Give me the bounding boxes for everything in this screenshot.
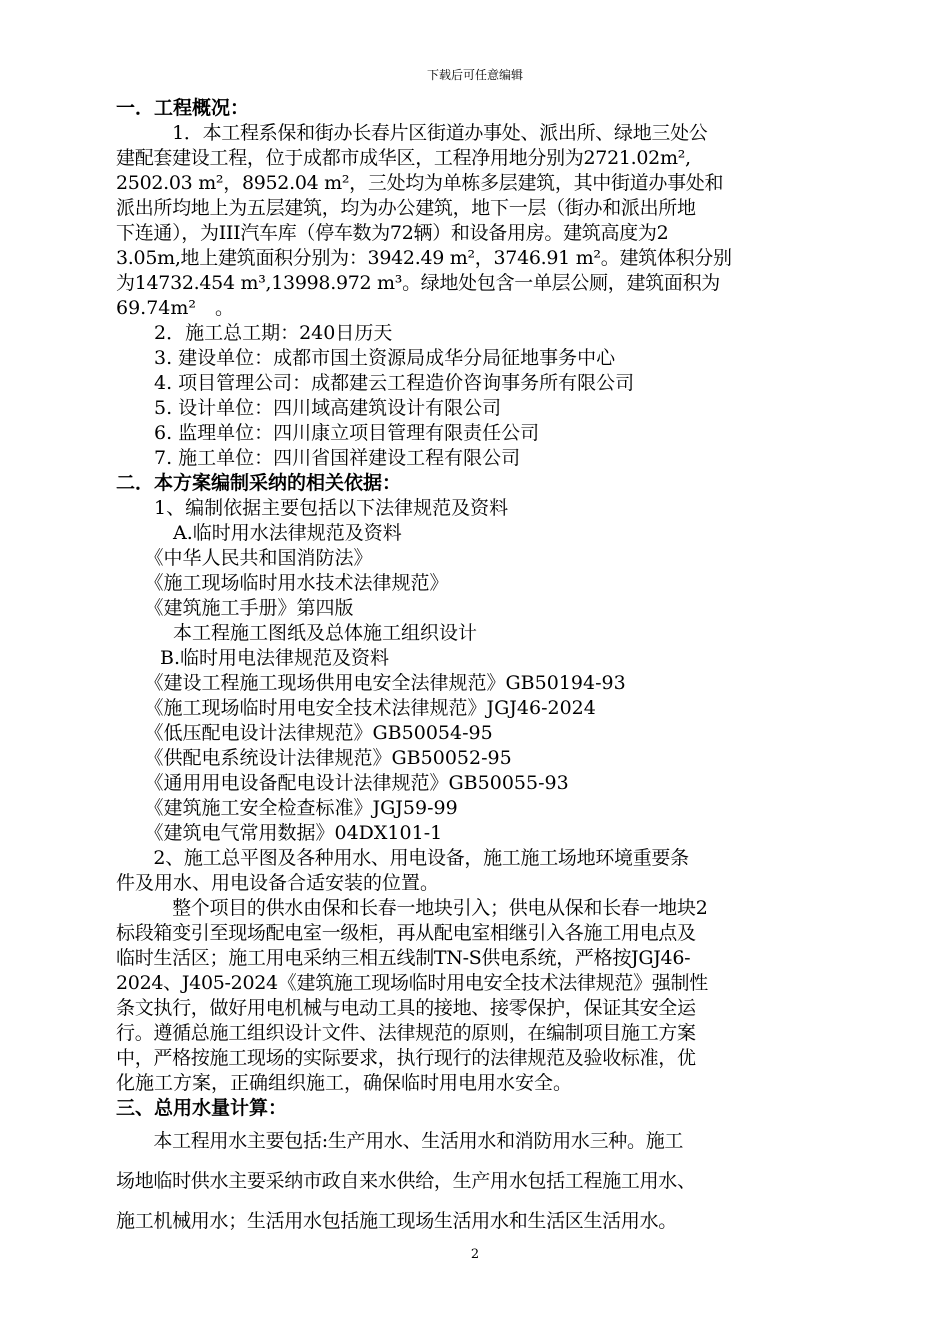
- list-item: 《低压配电设计法律规范》GB50054-95: [116, 722, 493, 744]
- list-item: 《通用用电设备配电设计法律规范》GB50055-93: [116, 772, 569, 794]
- subheading: A.临时用水法律规范及资料: [116, 522, 402, 544]
- paragraph-line: 下连通），为III汽车库（停车数为72辆）和设备用房。建筑高度为2: [116, 222, 669, 244]
- paragraph-line: 条文执行，做好用电机械与电动工具的接地、接零保护，保证其安全运: [116, 997, 696, 1019]
- section-heading-water: 三、总用水量计算：: [116, 1097, 288, 1119]
- paragraph-line: 为14732.454 m³,13998.972 m³。绿地处包含一单层公厕，建筑面积为: [116, 272, 720, 294]
- paragraph-line: 施工机械用水；生活用水包括施工现场生活用水和生活区生活用水。: [116, 1210, 678, 1232]
- list-item: 5. 设计单位：四川域高建筑设计有限公司: [116, 397, 502, 419]
- paragraph-line: 建配套建设工程，位于成都市成华区，工程净用地分别为2721.02m²,: [116, 147, 691, 169]
- paragraph-line: 件及用水、用电设备合适安装的位置。: [116, 872, 440, 894]
- list-item: 《建筑电气常用数据》04DX101-1: [116, 822, 443, 844]
- list-item: 《供配电系统设计法律规范》GB50052-95: [116, 747, 512, 769]
- paragraph-line: 2024、J405-2024《建筑施工现场临时用电安全技术法律规范》强制性: [116, 972, 708, 994]
- paragraph-line: 化施工方案，正确组织施工，确保临时用电用水安全。: [116, 1072, 573, 1094]
- list-item: 《建筑施工手册》第四版: [116, 597, 354, 619]
- paragraph-line: 行。遵循总施工组织设计文件、法律规范的原则，在编制项目施工方案: [116, 1022, 696, 1044]
- page-number: 2: [470, 1247, 480, 1262]
- list-item: 《施工现场临时用水技术法律规范》: [116, 572, 449, 594]
- list-item: 7. 施工单位：四川省国祥建设工程有限公司: [116, 447, 521, 469]
- paragraph-line: 69.74m² 。: [116, 297, 235, 319]
- paragraph-line: 派出所均地上为五层建筑，均为办公建筑，地下一层（街办和派出所地: [116, 197, 696, 219]
- paragraph-line: 整个项目的供水由保和长春一地块引入；供电从保和长春一地块2: [116, 897, 708, 919]
- section-heading-basis: 二．本方案编制采纳的相关依据：: [116, 472, 402, 494]
- paragraph-line: 标段箱变引至现场配电室一级柜，再从配电室相继引入各施工用电点及: [116, 922, 696, 944]
- list-item: 本工程施工图纸及总体施工组织设计: [116, 622, 478, 644]
- list-item: 《施工现场临时用电安全技术法律规范》JGJ46-2024: [116, 697, 596, 719]
- list-item: 《建筑施工安全检查标准》JGJ59-99: [116, 797, 458, 819]
- list-item: 《建设工程施工现场供用电安全法律规范》GB50194-93: [116, 672, 626, 694]
- list-item: 1、编制依据主要包括以下法律规范及资料: [116, 497, 509, 519]
- list-item: 2．施工总工期：240日历天: [116, 322, 393, 344]
- paragraph-line: 临时生活区；施工用电采纳三相五线制TN-S供电系统，严格按JGJ46-: [116, 947, 691, 969]
- paragraph-line: 2502.03 m²，8952.04 m²，三处均为单栋多层建筑，其中街道办事处和: [116, 172, 724, 194]
- list-item: 3. 建设单位：成都市国土资源局成华分局征地事务中心: [116, 347, 616, 369]
- list-item: 6. 监理单位：四川康立项目管理有限责任公司: [116, 422, 540, 444]
- paragraph-line: 2、施工总平图及各种用水、用电设备，施工施工场地环境重要条: [116, 847, 689, 869]
- page-header: 下载后可任意编辑: [426, 68, 523, 82]
- list-item: 《中华人民共和国消防法》: [116, 547, 373, 569]
- paragraph-line: 场地临时供水主要采纳市政自来水供给，生产用水包括工程施工用水、: [116, 1170, 696, 1192]
- paragraph-line: 中，严格按施工现场的实际要求，执行现行的法律规范及验收标准，优: [116, 1047, 696, 1069]
- subheading: B.临时用电法律规范及资料: [116, 647, 390, 669]
- paragraph-line: 3.05m,地上建筑面积分别为：3942.49 m²，3746.91 m²。建筑体积分别: [116, 247, 732, 269]
- list-item: 4. 项目管理公司：成都建云工程造价咨询事务所有限公司: [116, 372, 635, 394]
- paragraph-line: 本工程用水主要包括:生产用水、生活用水和消防用水三种。施工: [116, 1130, 684, 1152]
- paragraph-line: 1．本工程系保和街办长春片区街道办事处、派出所、绿地三处公: [116, 122, 708, 144]
- section-heading-overview: 一．工程概况：: [116, 97, 250, 119]
- document-body: [116, 96, 838, 1241]
